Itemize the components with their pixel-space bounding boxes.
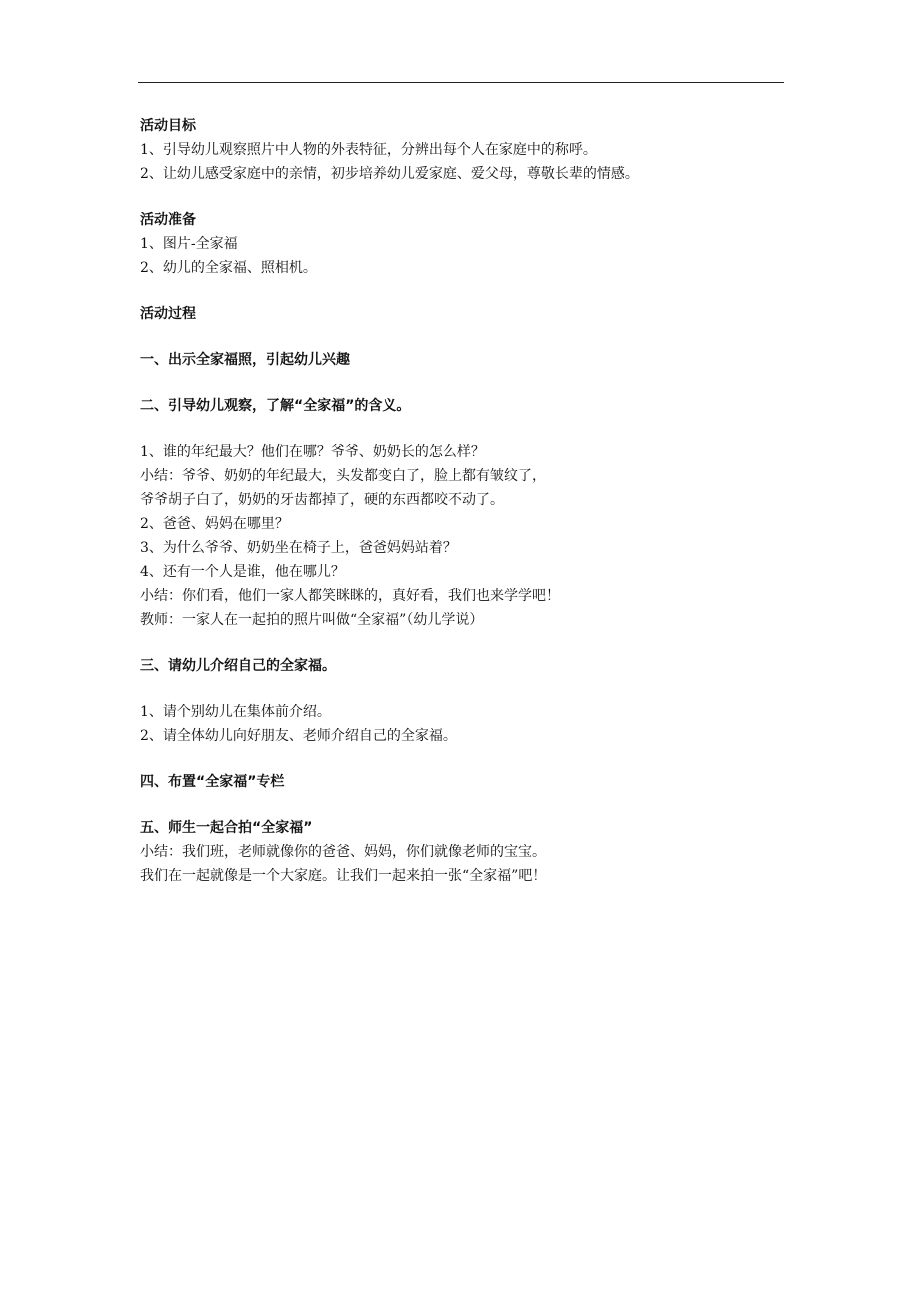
goal-item-1: 1、引导幼儿观察照片中人物的外表特征，分辨出每个人在家庭中的称呼。 [140, 142, 597, 158]
step2-line: 小结：爷爷、奶奶的年纪最大，头发都变白了，脸上都有皱纹了， [140, 468, 546, 484]
preparation-item-2: 2、幼儿的全家福、照相机。 [140, 260, 317, 276]
step2-line: 教师：一家人在一起拍的照片叫做“全家福”（幼儿学说） [140, 612, 484, 628]
step2-line: 1、谁的年纪最大？他们在哪？爷爷、奶奶长的怎么样？ [140, 444, 485, 460]
step3-heading: 三、请幼儿介绍自己的全家福。 [140, 658, 336, 674]
step5-line: 我们在一起就像是一个大家庭。让我们一起来拍一张“全家福”吧！ [140, 868, 547, 884]
step4-heading: 四、布置“全家福”专栏 [140, 774, 285, 790]
step2-line: 4、还有一个人是谁，他在哪儿？ [140, 564, 345, 580]
process-heading: 活动过程 [140, 306, 196, 322]
step2-heading: 二、引导幼儿观察，了解“全家福”的含义。 [140, 398, 411, 414]
step5-line: 小结：我们班，老师就像你的爸爸、妈妈，你们就像老师的宝宝。 [140, 844, 546, 860]
step2-line: 2、爸爸、妈妈在哪里？ [140, 516, 289, 532]
document-body [140, 114, 800, 888]
step2-line: 小结：你们看，他们一家人都笑眯眯的，真好看，我们也来学学吧！ [140, 588, 560, 604]
step5-heading: 五、师生一起合拍“全家福” [140, 820, 313, 836]
header-rule [138, 82, 784, 83]
step2-line: 爷爷胡子白了，奶奶的牙齿都掉了，硬的东西都咬不动了。 [140, 492, 504, 508]
step3-line: 1、请个别幼儿在集体前介绍。 [140, 704, 331, 720]
step2-line: 3、为什么爷爷、奶奶坐在椅子上，爸爸妈妈站着？ [140, 540, 457, 556]
step1-heading: 一、出示全家福照，引起幼儿兴趣 [140, 352, 350, 368]
preparation-item-1: 1、图片-全家福 [140, 236, 238, 252]
preparation-heading: 活动准备 [140, 212, 196, 228]
goal-item-2: 2、让幼儿感受家庭中的亲情，初步培养幼儿爱家庭、爱父母，尊敬长辈的情感。 [140, 166, 639, 182]
goals-heading: 活动目标 [140, 118, 196, 134]
step3-line: 2、请全体幼儿向好朋友、老师介绍自己的全家福。 [140, 728, 457, 744]
